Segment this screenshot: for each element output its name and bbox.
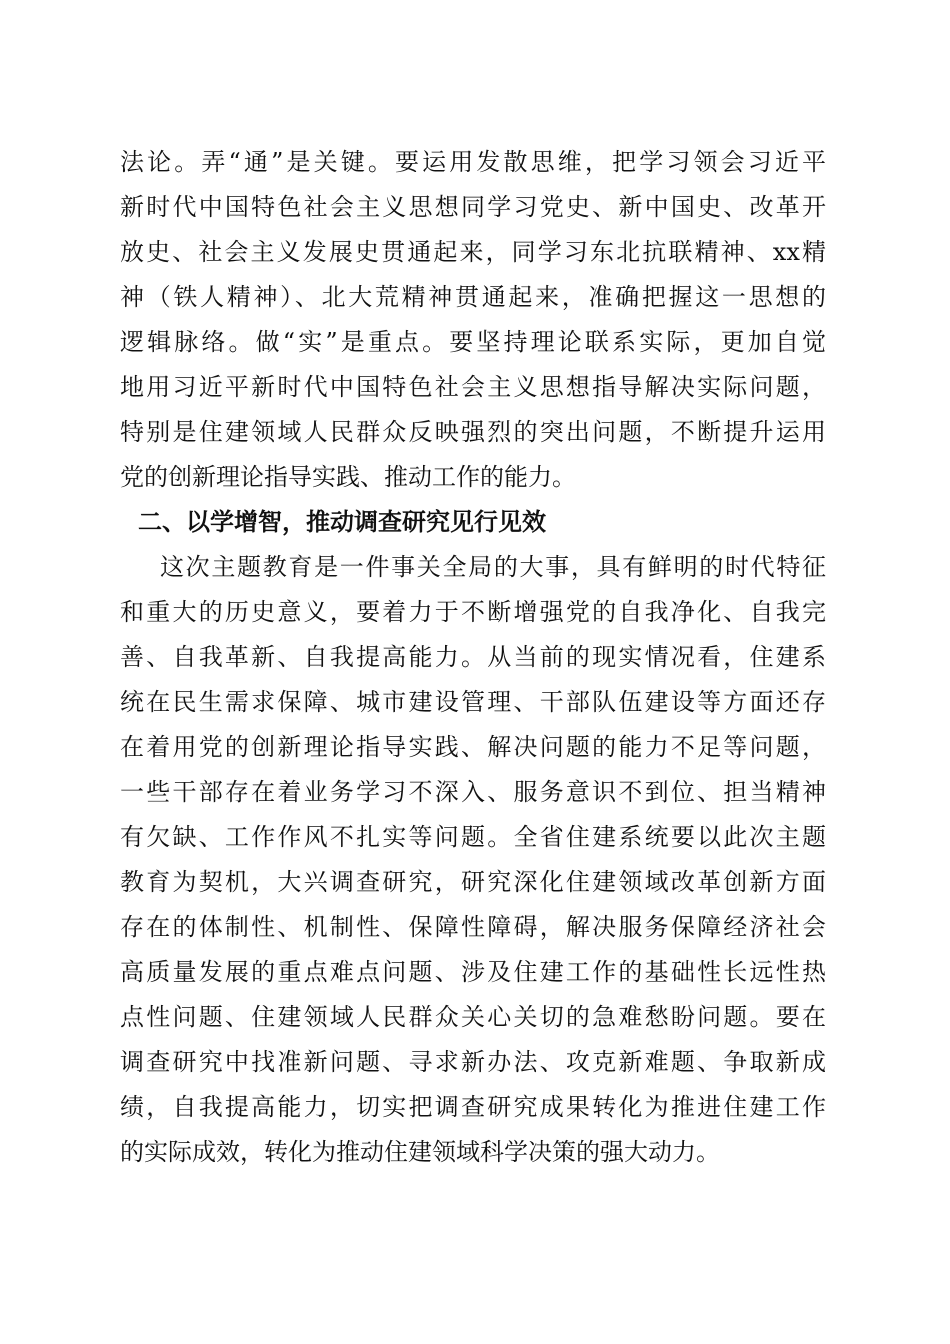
paragraph-line: 逻辑脉络。做“实”是重点。要坚持理论联系实际，更加自觉 bbox=[120, 328, 826, 356]
paragraph-line: 一些干部存在着业务学习不深入、服务意识不到位、担当精神 bbox=[120, 778, 826, 806]
paragraph-line: 点性问题、住建领域人民群众关心关切的急难愁盼问题。要在 bbox=[120, 1003, 826, 1031]
paragraph-line: 的实际成效，转化为推动住建领域科学决策的强大动力。 bbox=[120, 1138, 720, 1166]
paragraph-line: 存在的体制性、机制性、保障性障碍，解决服务保障经济社会 bbox=[120, 913, 826, 941]
paragraph-line: 党的创新理论指导实践、推动工作的能力。 bbox=[120, 463, 576, 491]
document-body bbox=[120, 140, 826, 1175]
paragraph-line: 在着用党的创新理论指导实践、解决问题的能力不足等问题， bbox=[120, 733, 826, 761]
paragraph-line: 教育为契机，大兴调查研究，研究深化住建领域改革创新方面 bbox=[120, 868, 826, 896]
paragraph-line: 和重大的历史意义，要着力于不断增强党的自我净化、自我完 bbox=[120, 598, 826, 626]
paragraph-line: 地用习近平新时代中国特色社会主义思想指导解决实际问题， bbox=[120, 373, 826, 401]
paragraph-2 bbox=[120, 545, 826, 1175]
paragraph-line: 神（铁人精神）、北大荒精神贯通起来，准确把握这一思想的 bbox=[120, 283, 826, 311]
paragraph-line: 统在民生需求保障、城市建设管理、干部队伍建设等方面还存 bbox=[120, 688, 826, 716]
paragraph-line: 绩，自我提高能力，切实把调查研究成果转化为推进住建工作 bbox=[120, 1093, 826, 1121]
paragraph-line: 有欠缺、工作作风不扎实等问题。全省住建系统要以此次主题 bbox=[120, 823, 826, 851]
paragraph-line: 新时代中国特色社会主义思想同学习党史、新中国史、改革开 bbox=[120, 193, 826, 221]
section-heading: 二、以学增智，推动调查研究见行见效 bbox=[138, 508, 546, 536]
paragraph-1 bbox=[120, 140, 826, 500]
paragraph-line: 高质量发展的重点难点问题、涉及住建工作的基础性长远性热 bbox=[120, 958, 826, 986]
paragraph-line: 特别是住建领域人民群众反映强烈的突出问题，不断提升运用 bbox=[120, 418, 826, 446]
paragraph-line: 法论。弄“通”是关键。要运用发散思维，把学习领会习近平 bbox=[120, 148, 826, 176]
paragraph-line: 放史、社会主义发展史贯通起来，同学习东北抗联精神、xx精 bbox=[120, 238, 826, 266]
paragraph-line: 调查研究中找准新问题、寻求新办法、攻克新难题、争取新成 bbox=[120, 1048, 826, 1076]
paragraph-line: 善、自我革新、自我提高能力。从当前的现实情况看，住建系 bbox=[120, 643, 826, 671]
paragraph-line: 这次主题教育是一件事关全局的大事，具有鲜明的时代特征 bbox=[160, 553, 826, 581]
